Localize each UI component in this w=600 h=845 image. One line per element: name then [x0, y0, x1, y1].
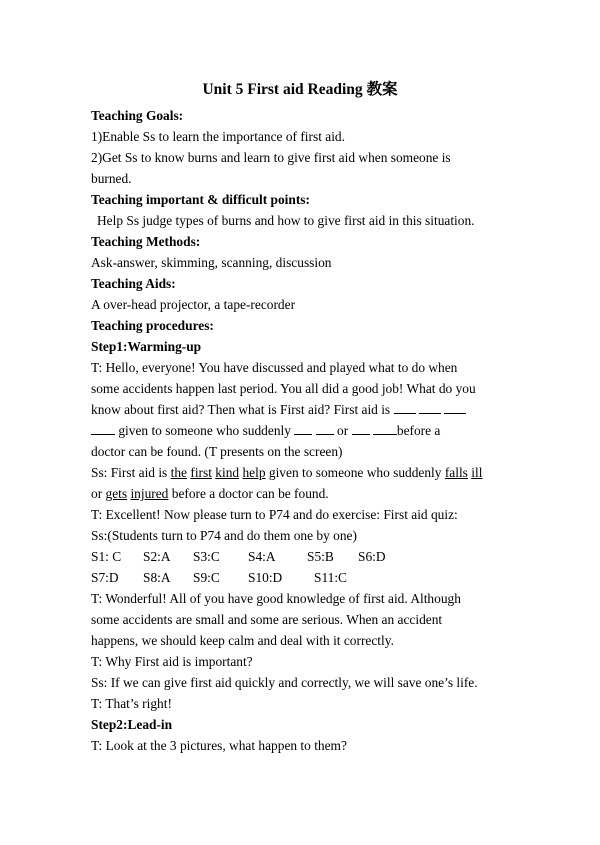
fill-blank [294, 423, 312, 435]
students-text: given to someone who suddenly [268, 465, 442, 480]
quiz-answers-row-1 [91, 546, 511, 567]
teacher-line-4-text-a: given to someone who suddenly [118, 423, 291, 438]
students-text: or [91, 486, 103, 501]
answer-word: help [242, 465, 266, 480]
document-title: Unit 5 First aid Reading 教案 [202, 81, 398, 98]
students-reply: Ss: If we can give first aid quickly and correctly, we will save one’s life. [91, 675, 478, 690]
fill-blank [444, 402, 466, 414]
fill-blank [91, 423, 115, 435]
goal-1: 1)Enable Ss to learn the importance of first aid. [91, 129, 345, 144]
fill-blank [373, 423, 397, 435]
students-answer-line-1 [91, 462, 511, 483]
students-quiz-line: Ss:(Students turn to P74 and do them one by one) [91, 528, 357, 543]
teacher-confirm: T: That’s right! [91, 696, 172, 711]
teacher-line-3 [91, 399, 511, 420]
answer-word: first [190, 465, 212, 480]
teacher-line-2: some accidents happen last period. You all did a good job! What do you [91, 381, 476, 396]
students-answer-line-2 [91, 483, 511, 504]
aids-text: A over-head projector, a tape-recorder [91, 297, 296, 312]
points-text: Help Ss judge types of burns and how to give first aid in this situation. [97, 213, 475, 228]
quiz-answers-row-2 [91, 567, 511, 588]
teacher-pictures-line: T: Look at the 3 pictures, what happen to them? [91, 738, 347, 753]
fill-blank [316, 423, 334, 435]
teacher-wonderful-line-1: T: Wonderful! All of you have good knowledge of first aid. Although [91, 591, 461, 606]
answer-word: gets [105, 486, 128, 501]
quiz-answer: S11:C [314, 570, 347, 585]
methods-text: Ask-answer, skimming, scanning, discussion [91, 255, 332, 270]
teacher-question: T: Why First aid is important? [91, 654, 253, 669]
answer-word: falls [444, 465, 468, 480]
teacher-line-5: doctor can be found. (T presents on the screen) [91, 444, 343, 459]
goals-heading: Teaching Goals: [91, 108, 184, 123]
quiz-answer: S5:B [307, 549, 334, 564]
teacher-wonderful-line-2: some accidents are small and some are serious. When an accident [91, 612, 443, 627]
step1-heading: Step1:Warming-up [91, 339, 202, 354]
fill-blank [394, 402, 416, 414]
quiz-answer: S7:D [91, 570, 119, 585]
quiz-answer: S1: C [91, 549, 122, 564]
quiz-answer: S2:A [143, 549, 171, 564]
fill-blank [352, 423, 370, 435]
fill-blank [419, 402, 441, 414]
teacher-line-3-text: know about first aid? Then what is First aid? First aid is [91, 402, 391, 417]
goal-2-line-1: 2)Get Ss to know burns and learn to give first aid when someone is [91, 150, 451, 165]
quiz-answer: S9:C [193, 570, 220, 585]
teacher-wonderful-line-3: happens, we should keep calm and deal with it correctly. [91, 633, 394, 648]
quiz-answer: S8:A [143, 570, 171, 585]
teacher-line-1: T: Hello, everyone! You have discussed and played what to do when [91, 360, 458, 375]
quiz-answer: S6:D [358, 549, 386, 564]
teacher-quiz-line: T: Excellent! Now please turn to P74 and do exercise: First aid quiz: [91, 507, 458, 522]
teacher-line-4-or: or [337, 423, 349, 438]
quiz-answer: S4:A [248, 549, 276, 564]
step2-heading: Step2:Lead-in [91, 717, 173, 732]
document-body [91, 105, 511, 756]
teacher-line-4-text-b: before a [396, 423, 441, 438]
answer-word: kind [215, 465, 240, 480]
methods-heading: Teaching Methods: [91, 234, 201, 249]
aids-heading: Teaching Aids: [91, 276, 176, 291]
teacher-line-4 [91, 420, 511, 441]
quiz-answer: S10:D [248, 570, 283, 585]
answer-word: ill [471, 465, 483, 480]
students-text: before a doctor can be found. [171, 486, 329, 501]
answer-word: the [170, 465, 187, 480]
procedures-heading: Teaching procedures: [91, 318, 214, 333]
points-heading: Teaching important & difficult points: [91, 192, 310, 207]
quiz-answer: S3:C [193, 549, 220, 564]
students-text: Ss: First aid is [91, 465, 168, 480]
goal-2-line-2: burned. [91, 171, 132, 186]
answer-word: injured [130, 486, 169, 501]
